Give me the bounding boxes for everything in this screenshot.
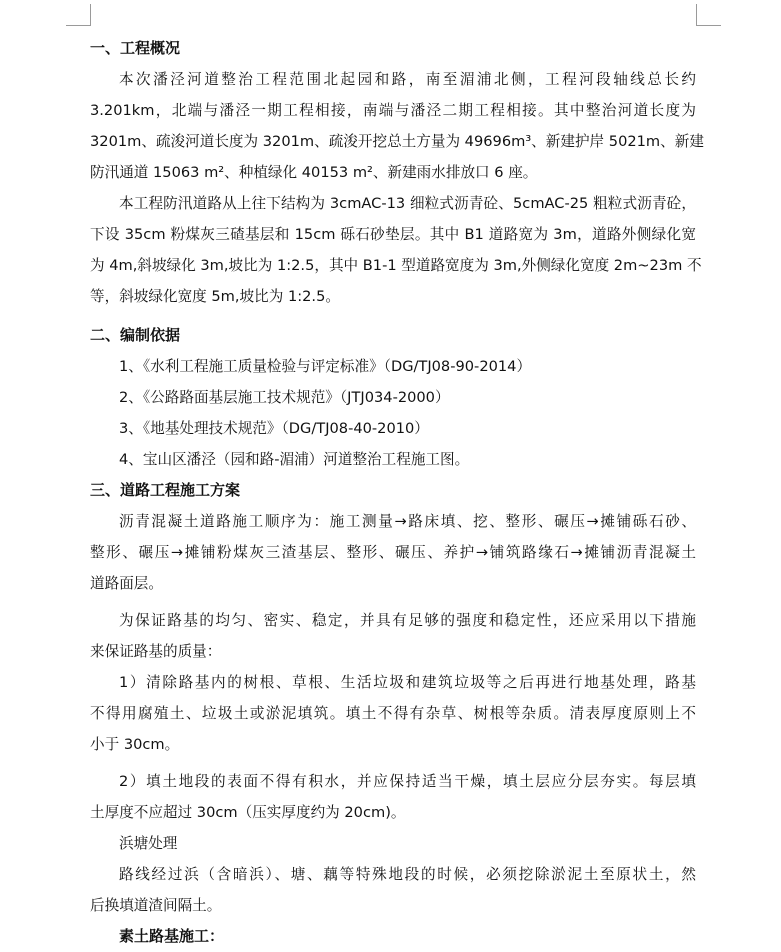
- text-line: 来保证路基的质量：: [90, 643, 222, 660]
- text-line: 不得用腐殖土、垃圾土或淤泥填筑。填土不得有杂草、树根等杂质。清表厚度原则上不: [90, 705, 696, 722]
- paragraph-pond: [90, 859, 696, 921]
- crop-mark-top-right-v: [696, 4, 697, 26]
- paragraph-sequence: [90, 506, 696, 599]
- text-line: 防汛通道 15063 m²、种植绿化 40153 m²、新建雨水排放口 6 座。: [90, 164, 538, 181]
- list-item: 3、《地基处理技术规范》（DG/TJ08-40-2010）: [119, 420, 429, 437]
- paragraph-quality: [90, 605, 696, 667]
- text-line: 为保证路基的均匀、密实、稳定，并具有足够的强度和稳定性，还应采用以下措施: [119, 612, 696, 629]
- text-line: 本次潘泾河道整治工程范围北起园和路，南至湄浦北侧，工程河段轴线总长约: [119, 71, 696, 88]
- section-heading-road-plan: 三、道路工程施工方案: [90, 481, 241, 499]
- sub-heading-pond-treatment: 浜塘处理: [119, 835, 178, 852]
- text-line: 2）填土地段的表面不得有积水，并应保持适当干燥，填土层应分层夯实。每层填: [119, 773, 696, 790]
- bold-heading-subgrade: 素土路基施工：: [119, 927, 225, 945]
- text-line: 1）清除路基内的树根、草根、生活垃圾和建筑垃圾等之后再进行地基处理，路基: [119, 674, 696, 691]
- section-heading-overview: 一、工程概况: [90, 39, 181, 57]
- document-body: [90, 33, 704, 952]
- section-heading-basis: 二、编制依据: [90, 326, 181, 344]
- text-line: 3201m、疏浚河道长度为 3201m、疏浚开挖总土方量为 49696m³、新建护岸 5021m、新建: [90, 133, 704, 150]
- text-line: 3.201km，北端与潘泾一期工程相接，南端与潘泾二期工程相接。其中整治河道长度为: [90, 102, 696, 119]
- list-item: 4、宝山区潘泾（园和路-湄浦）河道整治工程施工图。: [119, 451, 470, 468]
- crop-mark-top-left-v: [90, 4, 91, 26]
- text-line: 本工程防汛道路从上往下结构为 3cmAC-13 细粒式沥青砼、5cmAC-25 粗粒式沥青砼，: [119, 195, 696, 212]
- list-item: 2、《公路路面基层施工技术规范》（JTJ034-2000）: [119, 389, 450, 406]
- text-line: 道路面层。: [90, 575, 163, 592]
- crop-mark-top-right-h: [696, 25, 721, 26]
- text-line: 后换填道渣间隔土。: [90, 897, 222, 914]
- paragraph-overview-2: [90, 188, 702, 312]
- text-line: 小于 30cm。: [90, 736, 180, 753]
- text-line: 为 4m,斜坡绿化 3m,坡比为 1:2.5，其中 B1-1 型道路宽度为 3m,外侧绿化宽度 2m~23m 不: [90, 257, 702, 274]
- spacer: [90, 312, 696, 320]
- text-line: 等，斜坡绿化宽度 5m,坡比为 1:2.5。: [90, 288, 340, 305]
- text-line: 下设 35cm 粉煤灰三碴基层和 15cm 砾石砂垫层。其中 B1 道路宽为 3m，道路外侧绿化宽: [90, 226, 696, 243]
- text-line: 整形、碾压→摊铺粉煤灰三渣基层、整形、碾压、养护→铺筑路缘石→摊铺沥青混凝土: [90, 544, 696, 561]
- list-item: 1、《水利工程施工质量检验与评定标准》（DG/TJ08-90-2014）: [119, 358, 532, 375]
- reference-list: [90, 351, 696, 475]
- text-line: 土厚度不应超过 30cm（压实厚度约为 20cm)。: [90, 804, 406, 821]
- paragraph-overview-1: [90, 64, 704, 188]
- paragraph-clearing: [90, 667, 696, 760]
- text-line: 路线经过浜（含暗浜）、塘、藕等特殊地段的时候，必须挖除淤泥土至原状土，然: [119, 866, 696, 883]
- crop-mark-top-left-h: [66, 25, 91, 26]
- paragraph-fill: [90, 766, 696, 828]
- text-line: 沥青混凝土道路施工顺序为：施工测量→路床填、挖、整形、碾压→摊铺砾石砂、: [119, 513, 696, 530]
